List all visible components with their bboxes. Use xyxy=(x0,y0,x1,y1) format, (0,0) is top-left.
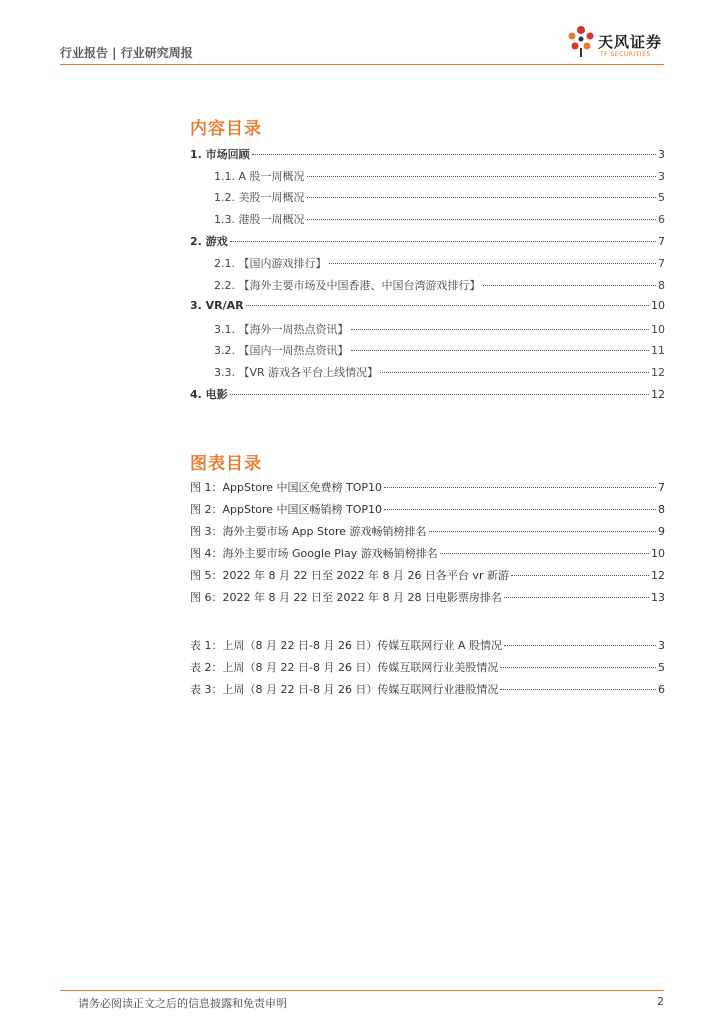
toc-entry[interactable] xyxy=(214,255,665,271)
logo-name: 天风证券 xyxy=(598,33,663,51)
figure-page: 12 xyxy=(651,569,665,582)
toc-page: 6 xyxy=(658,213,665,226)
leader-dots xyxy=(504,597,649,598)
leader-dots xyxy=(384,487,656,488)
leader-dots xyxy=(252,154,656,155)
table-page: 5 xyxy=(658,661,665,674)
toc-entry[interactable] xyxy=(190,233,665,249)
toc-entry[interactable] xyxy=(214,211,665,227)
toc-entry[interactable] xyxy=(214,364,665,380)
toc-label: 4. 电影 xyxy=(190,388,228,401)
toc-label: 1.2. 美股一周概况 xyxy=(214,191,305,204)
toc-label: 1.3. 港股一周概况 xyxy=(214,213,305,226)
leader-dots xyxy=(246,305,649,306)
toc-entry[interactable] xyxy=(214,277,665,293)
toc-label: 2.1. 【国内游戏排行】 xyxy=(214,257,327,270)
toc-label: 1.1. A 股一周概况 xyxy=(214,170,305,183)
figure-entry[interactable] xyxy=(190,589,665,605)
toc-page: 8 xyxy=(658,279,665,292)
figure-label: 图 6：2022 年 8 月 22 日至 2022 年 8 月 28 日电影票房排名 xyxy=(190,591,502,604)
leader-dots xyxy=(440,553,649,554)
figure-label: 图 2：AppStore 中国区畅销榜 TOP10 xyxy=(190,503,383,516)
figure-entry[interactable] xyxy=(190,567,665,583)
toc-page: 3 xyxy=(658,170,665,183)
table-page: 6 xyxy=(658,683,665,696)
figure-page: 8 xyxy=(658,503,665,516)
figure-label: 图 5：2022 年 8 月 22 日至 2022 年 8 月 26 日各平台 vr 新游 xyxy=(190,569,509,582)
contents-title: 内容目录 xyxy=(190,119,262,139)
leader-dots xyxy=(511,575,649,576)
page-number: 2 xyxy=(657,995,664,1008)
figure-label: 图 3：海外主要市场 App Store 游戏畅销榜排名 xyxy=(190,525,427,538)
leader-dots xyxy=(307,197,657,198)
toc-page: 12 xyxy=(651,366,665,379)
toc-entry[interactable] xyxy=(214,321,665,337)
footer-divider xyxy=(60,990,664,991)
figure-entry[interactable] xyxy=(190,545,665,561)
leader-dots xyxy=(351,329,650,330)
leader-dots xyxy=(504,645,656,646)
toc-entry[interactable] xyxy=(190,299,665,312)
report-category: 行业报告 | 行业研究周报 xyxy=(60,46,193,60)
toc-page: 7 xyxy=(658,235,665,248)
toc-label: 2.2. 【海外主要市场及中国香港、中国台湾游戏排行】 xyxy=(214,279,481,292)
table-page: 3 xyxy=(658,639,665,652)
table-entry[interactable] xyxy=(190,637,665,653)
leader-dots xyxy=(230,394,649,395)
logo-subtitle: TF SECURITIES xyxy=(600,51,651,58)
header-divider xyxy=(60,64,664,65)
table-entry[interactable] xyxy=(190,659,665,675)
toc-page: 5 xyxy=(658,191,665,204)
toc-label: 2. 游戏 xyxy=(190,235,228,248)
toc-page: 3 xyxy=(658,148,665,161)
toc-entry[interactable] xyxy=(214,189,665,205)
leader-dots xyxy=(500,667,656,668)
table-label: 表 2：上周（8 月 22 日-8 月 26 日）传媒互联网行业美股情况 xyxy=(190,661,499,674)
disclaimer-text: 请务必阅读正文之后的信息披露和免责申明 xyxy=(78,997,287,1010)
leader-dots xyxy=(351,350,650,351)
leader-dots xyxy=(429,531,656,532)
toc-page: 10 xyxy=(651,323,665,336)
toc-page: 10 xyxy=(651,299,665,312)
toc-label: 3.3. 【VR 游戏各平台上线情况】 xyxy=(214,366,379,379)
toc-label: 3.2. 【国内一周热点资讯】 xyxy=(214,344,349,357)
figure-page: 10 xyxy=(651,547,665,560)
table-label: 表 1：上周（8 月 22 日-8 月 26 日）传媒互联网行业 A 股情况 xyxy=(190,639,502,652)
table-label: 表 3：上周（8 月 22 日-8 月 26 日）传媒互联网行业港股情况 xyxy=(190,683,499,696)
leader-dots xyxy=(384,509,656,510)
toc-entry[interactable] xyxy=(214,342,665,358)
toc-entry[interactable] xyxy=(214,168,665,184)
toc-page: 7 xyxy=(658,257,665,270)
toc-label: 3. VR/AR xyxy=(190,299,244,312)
figures-title: 图表目录 xyxy=(190,454,262,474)
figure-page: 9 xyxy=(658,525,665,538)
flower-logo-icon xyxy=(566,24,596,58)
figure-page: 7 xyxy=(658,481,665,494)
figure-label: 图 1：AppStore 中国区免费榜 TOP10 xyxy=(190,481,383,494)
table-entry[interactable] xyxy=(190,681,665,697)
leader-dots xyxy=(380,372,649,373)
leader-dots xyxy=(500,689,656,690)
figure-entry[interactable] xyxy=(190,501,665,517)
toc-label: 1. 市场回顾 xyxy=(190,148,250,161)
figure-entry[interactable] xyxy=(190,523,665,539)
leader-dots xyxy=(307,176,656,177)
toc-page: 12 xyxy=(651,388,665,401)
figure-entry[interactable] xyxy=(190,479,665,495)
toc-label: 3.1. 【海外一周热点资讯】 xyxy=(214,323,349,336)
toc-entry[interactable] xyxy=(190,146,665,162)
leader-dots xyxy=(230,241,656,242)
leader-dots xyxy=(483,285,657,286)
toc-page: 11 xyxy=(651,344,665,357)
toc-entry[interactable] xyxy=(190,386,665,402)
figure-label: 图 4：海外主要市场 Google Play 游戏畅销榜排名 xyxy=(190,547,438,560)
company-logo xyxy=(566,22,676,62)
leader-dots xyxy=(329,263,657,264)
figure-page: 13 xyxy=(651,591,665,604)
leader-dots xyxy=(307,219,657,220)
